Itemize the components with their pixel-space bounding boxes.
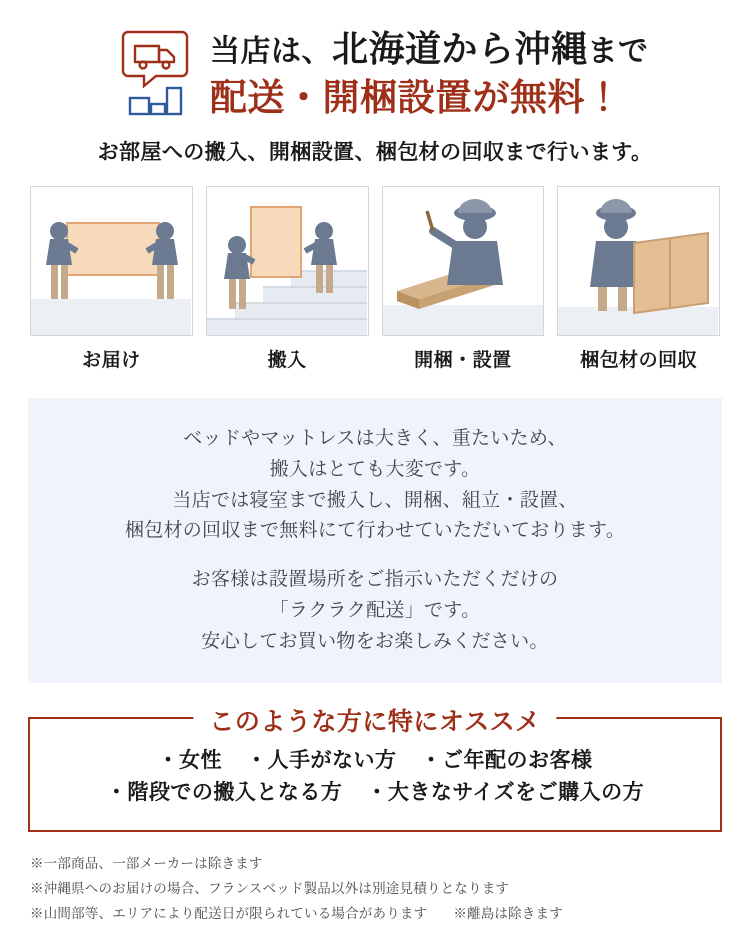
headline-line1	[210, 27, 649, 71]
note-3: ※山間部等、エリアにより配送日が限られている場合があります	[30, 906, 428, 922]
recommend-row-1	[40, 745, 710, 777]
info-line-6: 「ラクラク配送」です。	[269, 599, 481, 621]
service-step-1	[30, 186, 193, 372]
service-steps	[28, 186, 722, 372]
worker-assembling-bed-frame-icon	[382, 186, 545, 336]
recommend-item-5: ・大きなサイズをご購入の方	[366, 780, 645, 804]
header-subline: お部屋への搬入、開梱設置、梱包材の回収まで行います。	[97, 141, 653, 164]
info-line-7: 安心してお買い物をお楽しみください。	[201, 630, 549, 652]
service-step-2-caption: 搬入	[267, 350, 307, 371]
service-step-3	[382, 186, 545, 372]
service-step-4	[557, 186, 720, 372]
recommend-item-2: ・人手がない方	[246, 749, 397, 773]
two-workers-carrying-mattress-icon	[30, 186, 193, 336]
service-step-4-caption: 梱包材の回収	[580, 350, 698, 371]
note-1: ※一部商品、一部メーカーは除きます	[30, 856, 263, 872]
headline-line1-c: まで	[587, 35, 649, 69]
recommend-box	[28, 708, 722, 832]
workers-carrying-up-stairs-icon	[206, 186, 369, 336]
header	[28, 0, 722, 122]
recommend-title: このような方に特にオススメ	[193, 702, 556, 738]
worker-carrying-cardboard-icon	[557, 186, 720, 336]
headline-line2	[210, 75, 649, 120]
recommend-item-1: ・女性	[157, 749, 222, 773]
recommend-row-2	[40, 777, 710, 809]
headline-line2-a: 配送・開梱設置	[210, 77, 473, 119]
headline-line2-b: が無料！	[472, 77, 623, 119]
info-line-3: 当店では寝室まで搬入し、開梱、組立・設置、	[172, 489, 578, 511]
info-line-4: 梱包材の回収まで無料にて行わせていただいております。	[124, 520, 626, 542]
info-line-1: ベッドやマットレスは大きく、重たいため、	[183, 428, 567, 449]
headline	[210, 27, 649, 120]
headline-line1-a: 当店は、	[210, 35, 332, 69]
service-step-2	[206, 186, 369, 372]
note-row-3	[30, 902, 722, 927]
headline-line1-b: 北海道から沖縄	[332, 28, 588, 70]
recommend-item-4: ・階段での搬入となる方	[105, 780, 343, 804]
service-step-1-caption: お届け	[82, 350, 141, 371]
delivery-truck-icon	[118, 26, 204, 122]
notes	[28, 852, 722, 927]
recommend-item-3: ・ご年配のお客様	[420, 749, 593, 773]
info-line-5: お客様は設置場所をご指示いただくだけの	[191, 569, 559, 591]
service-step-3-caption: 開梱・設置	[414, 350, 512, 371]
note-2: ※沖縄県へのお届けの場合、フランスベッド製品以外は別途見積りとなります	[30, 881, 510, 897]
info-line-2: 搬入はとても大変です。	[269, 458, 481, 480]
info-box	[28, 398, 722, 683]
note-4: ※離島は除きます	[453, 906, 563, 922]
